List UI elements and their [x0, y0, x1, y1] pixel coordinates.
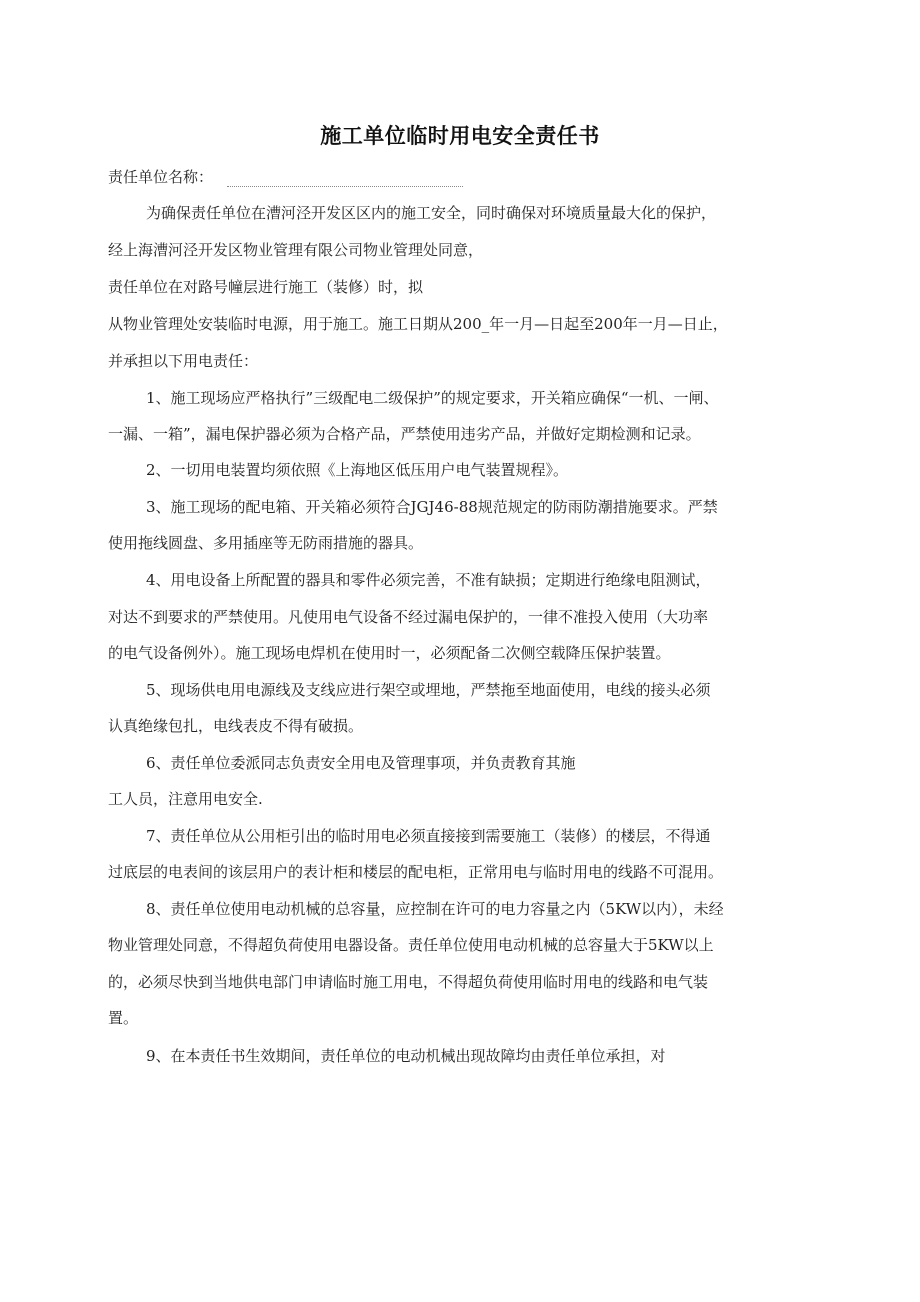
clause-4-line: 对达不到要求的严禁使用。凡使用电气设备不经过漏电保护的，一律不准投入使用（大功率 [108, 608, 709, 626]
clause-2-line: 2、一切用电装置均须依照《上海地区低压用户电气装置规程》。 [146, 461, 569, 479]
clause-6-line: 6、责任单位委派同志负责安全用电及管理事项，并负责教育其施 [146, 754, 576, 772]
paragraph-line: 并承担以下用电责任： [108, 352, 259, 370]
clause-3-line: 使用拖线圆盘、多用插座等无防雨措施的器具。 [108, 534, 424, 552]
paragraph-line: 为确保责任单位在漕河泾开发区区内的施工安全，同时确保对环境质量最大化的保护， [146, 204, 717, 222]
clause-7-line: 过底层的电表间的该层用户的表计柜和楼层的配电柜，正常用电与临时用电的线路不可混用。 [108, 863, 724, 881]
clause-1-line: 1、施工现场应严格执行”三级配电二级保护”的规定要求，开关箱应确保“一机、一闸、 [146, 389, 719, 407]
clause-3-line: 3、施工现场的配电箱、开关箱必须符合JGJ46-88规范规定的防雨防潮措施要求。严禁 [146, 498, 718, 516]
clause-7-line: 7、责任单位从公用柜引出的临时用电必须直接接到需要施工（装修）的楼层，不得通 [146, 827, 711, 845]
clause-8-line: 8、责任单位使用电动机械的总容量，应控制在许可的电力容量之内（5KW以内），未经 [146, 900, 724, 918]
clause-8-line: 物业管理处同意，不得超负荷使用电器设备。责任单位使用电动机械的总容量大于5KW以上 [108, 936, 714, 954]
clause-4-line: 的电气设备例外）。施工现场电焊机在使用时一，必须配备二次侧空载降压保护装置。 [108, 644, 671, 662]
unit-name-row [108, 167, 463, 187]
clause-5-line: 认真绝缘包扎，电线表皮不得有破损。 [108, 717, 364, 735]
clause-9-line: 9、在本责任书生效期间，责任单位的电动机械出现故障均由责任单位承担，对 [146, 1047, 666, 1065]
clause-6-line: 工人员，注意用电安全. [108, 790, 263, 808]
paragraph-line: 经上海漕河泾开发区物业管理有限公司物业管理处同意， [108, 241, 484, 259]
clause-8-line: 置。 [108, 1009, 139, 1027]
clause-5-line: 5、现场供电用电源线及支线应进行架空或埋地，严禁拖至地面使用，电线的接头必须 [146, 681, 711, 699]
paragraph-line: 责任单位在对路号幢层进行施工（装修）时，拟 [108, 278, 424, 296]
unit-name-blank [227, 174, 463, 187]
unit-name-label: 责任单位名称： [108, 168, 214, 186]
clause-4-line: 4、用电设备上所配置的器具和零件必须完善，不准有缺损；定期进行绝缘电阻测试， [146, 571, 711, 589]
document-title: 施工单位临时用电安全责任书 [320, 124, 600, 148]
clause-8-line: 的，必须尽快到当地供电部门申请临时施工用电，不得超负荷使用临时用电的线路和电气装 [108, 973, 709, 991]
paragraph-line: 从物业管理处安装临时电源，用于施工。施工日期从200_年一月—日起至200年一月—日止， [108, 315, 728, 333]
clause-1-line: 一漏、一箱”，漏电保护器必须为合格产品，严禁使用违劣产品，并做好定期检测和记录。 [108, 425, 701, 443]
